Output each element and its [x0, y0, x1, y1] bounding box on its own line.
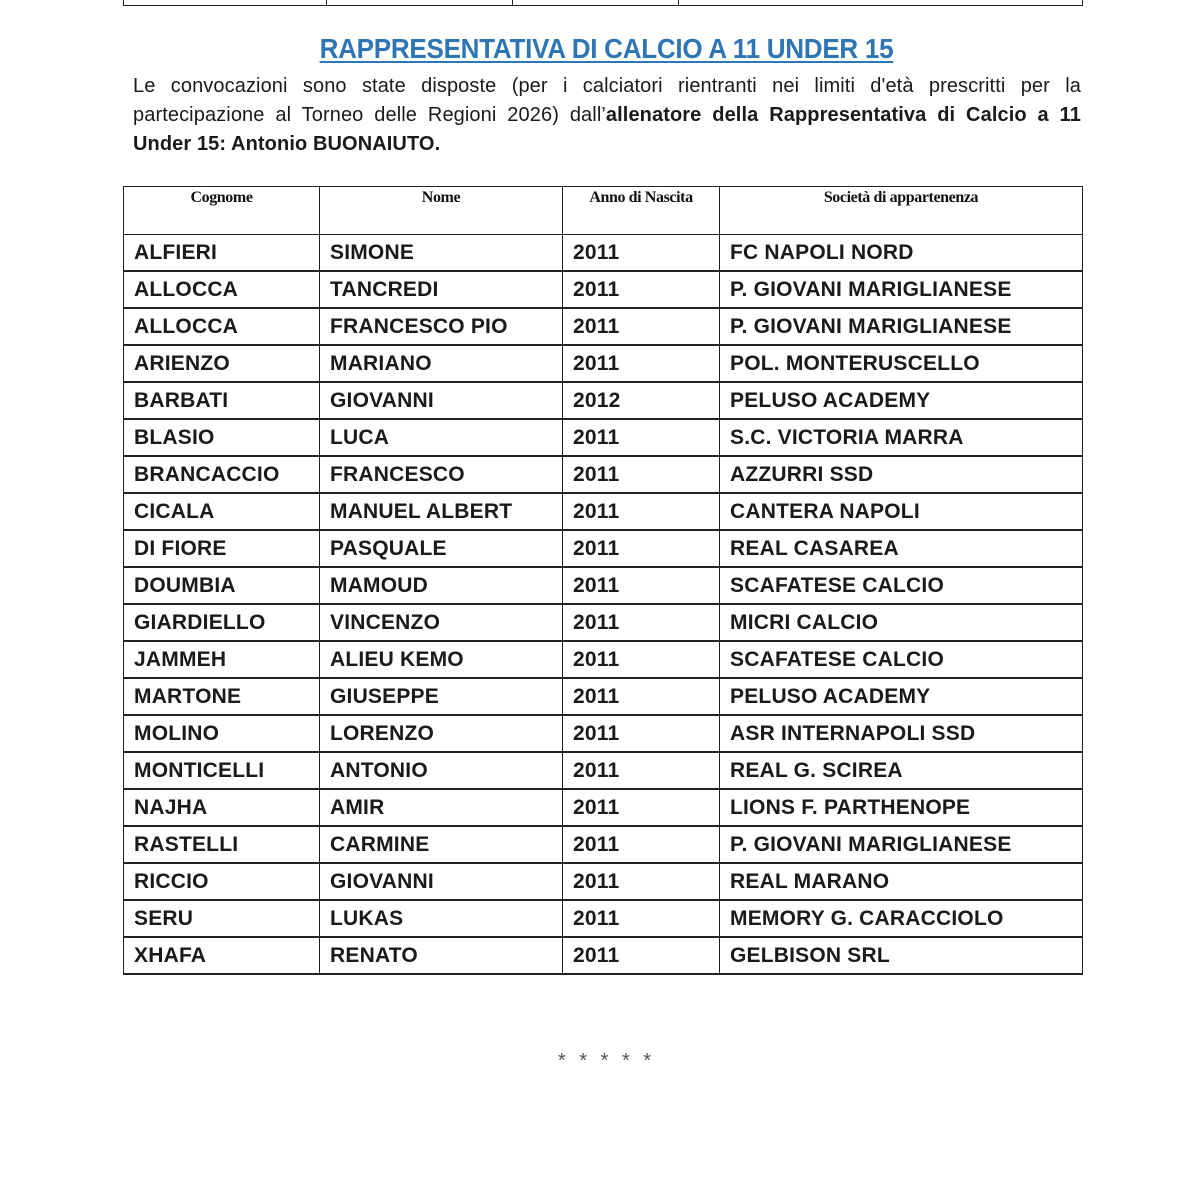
cell-societa: P. GIOVANI MARIGLIANESE [720, 271, 1083, 308]
cell-nome: LUCA [320, 419, 563, 456]
previous-table-bottom [123, 0, 1083, 6]
cell-anno: 2012 [563, 382, 720, 419]
table-row [124, 530, 1083, 567]
cell-societa: PELUSO ACADEMY [720, 382, 1083, 419]
section-title: RAPPRESENTATIVA DI CALCIO A 11 UNDER 15 [319, 33, 894, 64]
cell-cognome: DI FIORE [124, 530, 320, 567]
header-societa: Società di appartenenza [720, 187, 1083, 235]
cell-societa: REAL G. SCIREA [720, 752, 1083, 789]
table-row [124, 752, 1083, 789]
cell-nome: RENATO [320, 937, 563, 974]
cell-nome: CARMINE [320, 826, 563, 863]
cell-nome: MARIANO [320, 345, 563, 382]
cell-nome: MANUEL ALBERT [320, 493, 563, 530]
end-marker: * * * * * [557, 1050, 656, 1072]
cell-cognome: ALFIERI [124, 235, 320, 272]
cell-cognome: ALLOCCA [124, 271, 320, 308]
cell-anno: 2011 [563, 456, 720, 493]
cell-societa: GELBISON SRL [720, 937, 1083, 974]
cell-societa: ASR INTERNAPOLI SSD [720, 715, 1083, 752]
cell-nome: AMIR [320, 789, 563, 826]
cell-societa: POL. MONTERUSCELLO [720, 345, 1083, 382]
cell-nome: GIOVANNI [320, 863, 563, 900]
cell-societa: PELUSO ACADEMY [720, 678, 1083, 715]
cell-societa: AZZURRI SSD [720, 456, 1083, 493]
cell-cognome: XHAFA [124, 937, 320, 974]
table-row [124, 345, 1083, 382]
cell-anno: 2011 [563, 345, 720, 382]
intro-paragraph [133, 72, 1081, 159]
cell-anno: 2011 [563, 641, 720, 678]
cell-societa: S.C. VICTORIA MARRA [720, 419, 1083, 456]
cell-cognome: BLASIO [124, 419, 320, 456]
header-cognome: Cognome [124, 187, 320, 235]
cell-anno: 2011 [563, 235, 720, 272]
table-row [124, 308, 1083, 345]
cell-nome: ANTONIO [320, 752, 563, 789]
cell-nome: ALIEU KEMO [320, 641, 563, 678]
cell-nome: MAMOUD [320, 567, 563, 604]
cell-societa: SCAFATESE CALCIO [720, 641, 1083, 678]
table-row [124, 419, 1083, 456]
cell-nome: FRANCESCO [320, 456, 563, 493]
table-row [124, 456, 1083, 493]
cell-societa: LIONS F. PARTHENOPE [720, 789, 1083, 826]
table-row [124, 271, 1083, 308]
cell-anno: 2011 [563, 715, 720, 752]
cell-cognome: MOLINO [124, 715, 320, 752]
cell-anno: 2011 [563, 530, 720, 567]
cell-societa: MEMORY G. CARACCIOLO [720, 900, 1083, 937]
cell-societa: P. GIOVANI MARIGLIANESE [720, 308, 1083, 345]
cell-anno: 2011 [563, 789, 720, 826]
cell-anno: 2011 [563, 308, 720, 345]
cell-anno: 2011 [563, 826, 720, 863]
cell-nome: VINCENZO [320, 604, 563, 641]
cell-anno: 2011 [563, 271, 720, 308]
cell-anno: 2011 [563, 752, 720, 789]
table-row [124, 493, 1083, 530]
cell-cognome: RASTELLI [124, 826, 320, 863]
cell-cognome: ALLOCCA [124, 308, 320, 345]
cell-anno: 2011 [563, 678, 720, 715]
table-row [124, 235, 1083, 272]
cell-nome: TANCREDI [320, 271, 563, 308]
cell-anno: 2011 [563, 900, 720, 937]
table-row [124, 567, 1083, 604]
cell-societa: REAL MARANO [720, 863, 1083, 900]
cell-nome: LORENZO [320, 715, 563, 752]
players-table [123, 186, 1083, 975]
table-row [124, 382, 1083, 419]
cell-nome: GIUSEPPE [320, 678, 563, 715]
intro-coach: allenatore della Rappresentativa di Calcio a 11 Under 15: Antonio BUONAIUTO. [133, 104, 1081, 155]
table-row [124, 641, 1083, 678]
cell-nome: GIOVANNI [320, 382, 563, 419]
cell-societa: P. GIOVANI MARIGLIANESE [720, 826, 1083, 863]
cell-cognome: JAMMEH [124, 641, 320, 678]
cell-cognome: MARTONE [124, 678, 320, 715]
cell-societa: MICRI CALCIO [720, 604, 1083, 641]
cell-cognome: BRANCACCIO [124, 456, 320, 493]
table-row [124, 863, 1083, 900]
table-header-row [124, 187, 1083, 235]
table-row [124, 937, 1083, 974]
cell-cognome: BARBATI [124, 382, 320, 419]
table-row [124, 900, 1083, 937]
cell-nome: LUKAS [320, 900, 563, 937]
cell-anno: 2011 [563, 493, 720, 530]
table-row [124, 715, 1083, 752]
cell-cognome: ARIENZO [124, 345, 320, 382]
cell-cognome: CICALA [124, 493, 320, 530]
cell-cognome: SERU [124, 900, 320, 937]
cell-anno: 2011 [563, 863, 720, 900]
cell-cognome: GIARDIELLO [124, 604, 320, 641]
cell-societa: SCAFATESE CALCIO [720, 567, 1083, 604]
cell-anno: 2011 [563, 419, 720, 456]
cell-cognome: NAJHA [124, 789, 320, 826]
table-row [124, 604, 1083, 641]
cell-nome: PASQUALE [320, 530, 563, 567]
cell-anno: 2011 [563, 937, 720, 974]
header-nome: Nome [320, 187, 563, 235]
cell-nome: FRANCESCO PIO [320, 308, 563, 345]
cell-societa: REAL CASAREA [720, 530, 1083, 567]
table-row [124, 678, 1083, 715]
cell-cognome: RICCIO [124, 863, 320, 900]
cell-cognome: DOUMBIA [124, 567, 320, 604]
cell-societa: CANTERA NAPOLI [720, 493, 1083, 530]
cell-nome: SIMONE [320, 235, 563, 272]
header-anno: Anno di Nascita [563, 187, 720, 235]
table-row [124, 789, 1083, 826]
cell-societa: FC NAPOLI NORD [720, 235, 1083, 272]
cell-cognome: MONTICELLI [124, 752, 320, 789]
table-row [124, 826, 1083, 863]
cell-anno: 2011 [563, 604, 720, 641]
cell-anno: 2011 [563, 567, 720, 604]
intro-text: Le convocazioni sono state disposte (per i calciatori rientranti nei limiti d'età prescritti per la partecipazione al Torneo delle Regioni 2026) dall’ [133, 75, 1081, 126]
